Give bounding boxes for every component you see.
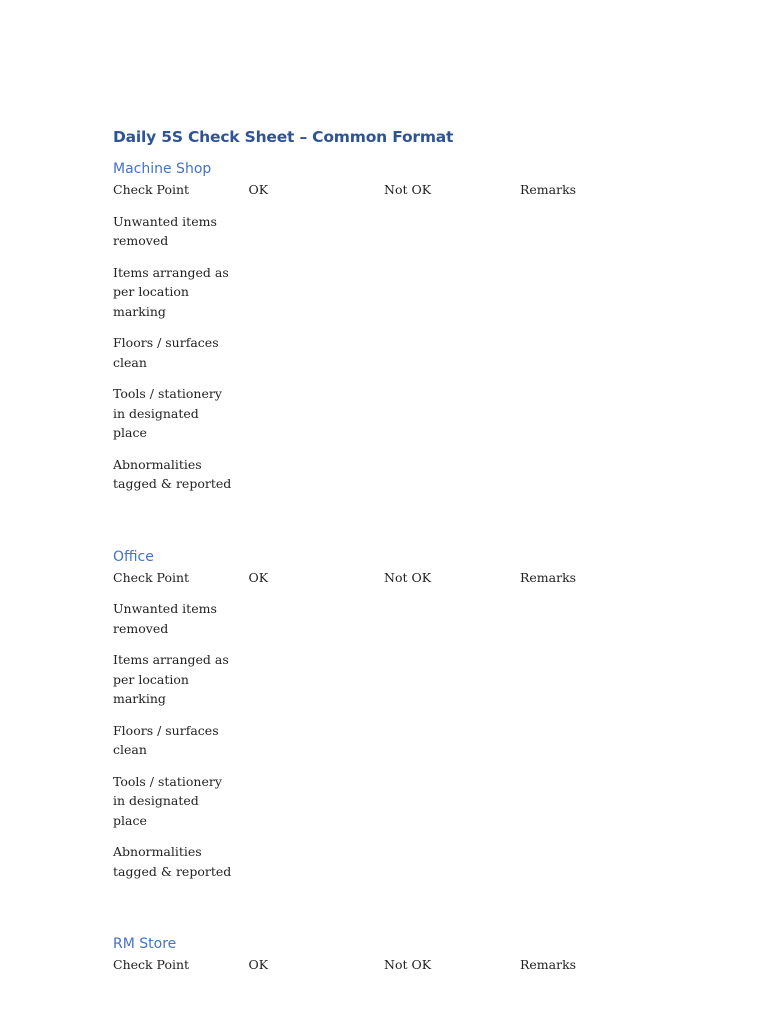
column-header-ok: OK [248, 957, 269, 972]
remarks-cell[interactable] [520, 212, 656, 263]
not-ok-cell[interactable] [384, 599, 520, 650]
column-header-remarks: Remarks [520, 957, 577, 972]
section-spacer [113, 893, 673, 925]
checklist-table [113, 955, 656, 987]
check-point-cell: Floors / surfaces clean [113, 722, 219, 757]
table-header-row [113, 568, 656, 600]
remarks-cell[interactable] [520, 455, 656, 506]
check-point-cell: Abnormalities tagged & reported [113, 844, 232, 879]
column-header-check-point: Check Point [113, 957, 190, 972]
remarks-cell[interactable] [520, 650, 656, 721]
ok-cell[interactable] [249, 599, 385, 650]
column-header-not-ok: Not OK [384, 182, 432, 197]
ok-cell[interactable] [249, 333, 385, 384]
table-row [113, 650, 656, 721]
ok-cell[interactable] [249, 212, 385, 263]
section-spacer [113, 506, 673, 538]
section-heading: Machine Shop [113, 161, 212, 177]
table-header-row [113, 955, 656, 987]
ok-cell[interactable] [249, 772, 385, 843]
ok-cell[interactable] [249, 455, 385, 506]
column-header-ok: OK [248, 182, 269, 197]
table-row [113, 599, 656, 650]
ok-cell[interactable] [249, 721, 385, 772]
not-ok-cell[interactable] [384, 384, 520, 455]
column-header-check-point: Check Point [113, 569, 190, 585]
column-header-remarks: Remarks [520, 569, 577, 585]
section-rm-store [113, 933, 673, 987]
remarks-cell[interactable] [520, 263, 656, 334]
not-ok-cell[interactable] [384, 212, 520, 263]
table-row [113, 455, 656, 506]
check-point-cell: Floors / surfaces clean [113, 335, 219, 370]
column-header-remarks: Remarks [520, 182, 577, 197]
remarks-cell[interactable] [520, 599, 656, 650]
check-point-cell: Unwanted items removed [113, 213, 217, 248]
checklist-table [113, 568, 656, 894]
table-row [113, 263, 656, 334]
table-row [113, 772, 656, 843]
column-header-ok: OK [248, 569, 269, 585]
column-header-check-point: Check Point [113, 182, 190, 197]
not-ok-cell[interactable] [384, 333, 520, 384]
table-header-row [113, 180, 656, 212]
ok-cell[interactable] [249, 263, 385, 334]
section-office [113, 546, 673, 926]
check-point-cell: Tools / stationery in designated place [113, 773, 222, 828]
not-ok-cell[interactable] [384, 721, 520, 772]
ok-cell[interactable] [249, 650, 385, 721]
check-point-cell: Items arranged as per location marking [113, 652, 229, 706]
section-heading: Office [113, 548, 154, 565]
check-point-cell: Unwanted items removed [113, 601, 217, 636]
check-point-cell: Items arranged as per location marking [113, 264, 229, 319]
remarks-cell[interactable] [520, 772, 656, 843]
not-ok-cell[interactable] [384, 263, 520, 334]
not-ok-cell[interactable] [384, 650, 520, 721]
table-row [113, 842, 656, 893]
remarks-cell[interactable] [520, 842, 656, 893]
not-ok-cell[interactable] [384, 455, 520, 506]
document-title: Daily 5S Check Sheet – Common Format [113, 128, 454, 146]
table-row [113, 721, 656, 772]
remarks-cell[interactable] [520, 333, 656, 384]
column-header-not-ok: Not OK [384, 957, 432, 972]
ok-cell[interactable] [249, 842, 385, 893]
table-row [113, 333, 656, 384]
ok-cell[interactable] [249, 384, 385, 455]
remarks-cell[interactable] [520, 384, 656, 455]
section-heading: RM Store [113, 936, 177, 952]
document-page [113, 124, 673, 987]
section-machine-shop [113, 158, 673, 538]
check-point-cell: Tools / stationery in designated place [113, 386, 222, 440]
remarks-cell[interactable] [520, 721, 656, 772]
table-row [113, 384, 656, 455]
table-row [113, 212, 656, 263]
check-point-cell: Abnormalities tagged & reported [113, 456, 232, 491]
not-ok-cell[interactable] [384, 772, 520, 843]
checklist-table [113, 180, 656, 506]
not-ok-cell[interactable] [384, 842, 520, 893]
column-header-not-ok: Not OK [384, 569, 432, 585]
